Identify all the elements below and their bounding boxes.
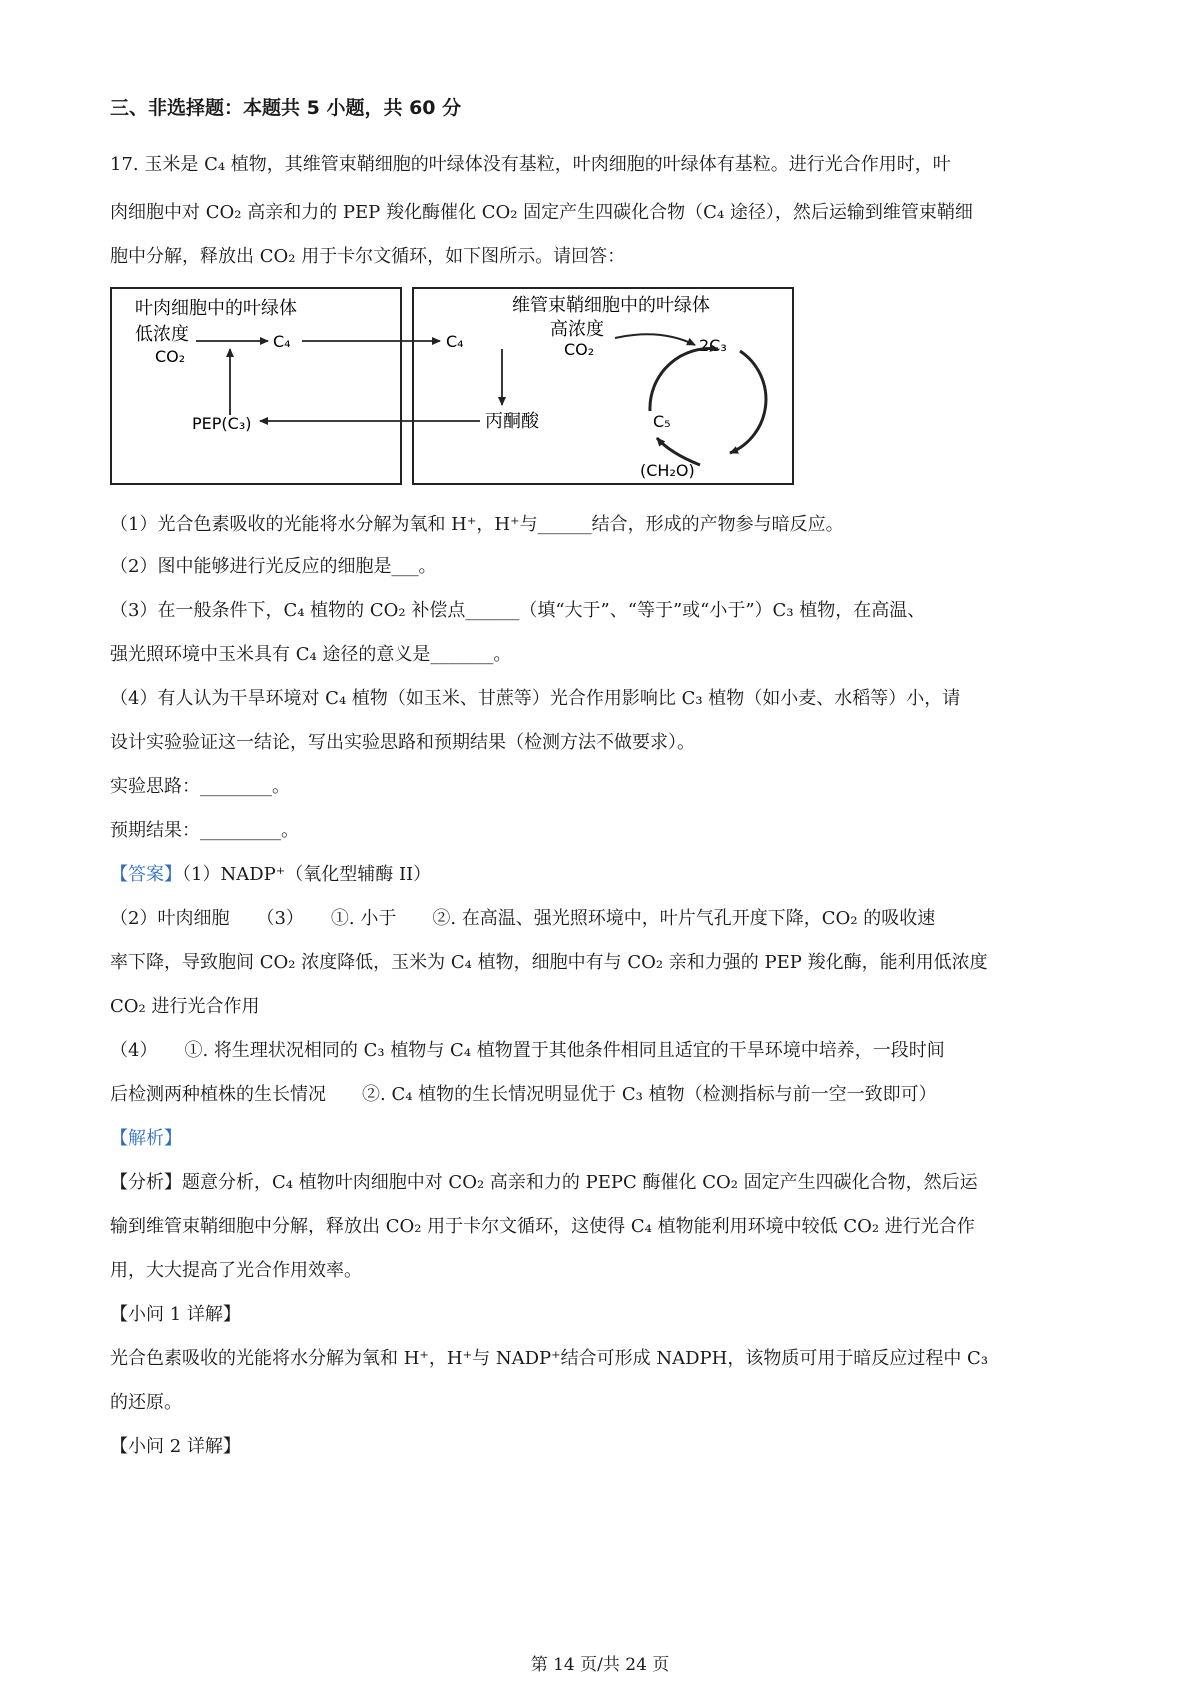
answer-line-3: 率下降，导致胞间 CO₂ 浓度降低，玉米为 C₄ 植物，细胞中有与 CO₂ 亲和力强的 PEP 羧化酶，能利用低浓度 <box>110 952 988 973</box>
pyruvate-label: 丙酮酸 <box>485 411 539 432</box>
subquestion-1: （1）光合色素吸收的光能将水分解为氧和 H⁺，H⁺与______结合，形成的产物参与暗反应。 <box>110 514 844 535</box>
low-co2-label: CO₂ <box>155 347 186 366</box>
detail-1-line-1: 光合色素吸收的光能将水分解为氧和 H⁺，H⁺与 NADP⁺结合可形成 NADPH，该物质可用于暗反应过程中 C₃ <box>110 1348 989 1369</box>
answer-line-1 <box>110 853 1100 897</box>
mesophyll-title: 叶肉细胞中的叶绿体 <box>135 298 297 319</box>
expected-result-line: 预期结果：_________。 <box>110 820 299 841</box>
ch2o-label: (CH₂O) <box>640 461 695 480</box>
c4-pathway-diagram <box>110 283 860 501</box>
page-content <box>110 95 1100 1469</box>
detail-1-title: 【小问 1 详解】 <box>110 1304 241 1325</box>
analysis-line-3: 用，大大提高了光合作用效率。 <box>110 1260 362 1281</box>
page-footer: 第 14 页/共 24 页 <box>530 1655 670 1675</box>
bundle-sheath-box <box>413 288 793 484</box>
analysis-tag-line <box>110 1117 1100 1161</box>
section-title: 三、非选择题：本题共 5 小题，共 60 分 <box>110 97 462 119</box>
right-c4-label: C₄ <box>446 332 464 351</box>
analysis-line-2: 输到维管束鞘细胞中分解，释放出 CO₂ 用于卡尔文循环，这使得 C₄ 植物能利用环境中较低 CO₂ 进行光合作 <box>110 1216 975 1237</box>
question-line-1: 17. 玉米是 C₄ 植物，其维管束鞘细胞的叶绿体没有基粒，叶肉细胞的叶绿体有基粒。进行光合作用时，叶 <box>110 154 951 175</box>
calvin-cycle-arc-right <box>730 351 766 453</box>
pep-label: PEP(C₃) <box>192 414 252 433</box>
high-concentration-label: 高浓度 <box>550 319 604 340</box>
detail-1-line-2: 的还原。 <box>110 1392 182 1413</box>
analysis-line-1: 【分析】题意分析，C₄ 植物叶肉细胞中对 CO₂ 高亲和力的 PEPC 酶催化 CO₂ 固定产生四碳化合物，然后运 <box>110 1172 978 1193</box>
subquestion-3a: （3）在一般条件下，C₄ 植物的 CO₂ 补偿点______（填“大于”、“等于”或“小于”）C₃ 植物，在高温、 <box>110 600 926 621</box>
answer-line-2: （2）叶肉细胞 （3） ①. 小于 ②. 在高温、强光照环境中，叶片气孔开度下降，CO₂ 的吸收速 <box>110 908 936 929</box>
analysis-tag: 【解析】 <box>110 1128 182 1149</box>
experiment-idea-line: 实验思路：________。 <box>110 776 290 797</box>
diagram-svg <box>110 283 860 501</box>
subquestion-4b: 设计实验验证这一结论，写出实验思路和预期结果（检测方法不做要求）。 <box>110 732 695 753</box>
detail-2-title: 【小问 2 详解】 <box>110 1436 241 1457</box>
left-c4-label: C₄ <box>273 332 291 351</box>
co2-to-c3-arrow <box>615 334 695 345</box>
question-line-3: 胞中分解，释放出 CO₂ 用于卡尔文循环，如下图所示。请回答： <box>110 246 626 267</box>
answer-tag: 【答案】 <box>110 864 182 885</box>
subquestion-4a: （4）有人认为干旱环境对 C₄ 植物（如玉米、甘蔗等）光合作用影响比 C₃ 植物（如小麦、水稻等）小，请 <box>110 688 961 709</box>
low-concentration-label: 低浓度 <box>135 324 189 345</box>
c5-label: C₅ <box>653 412 671 431</box>
high-co2-label: CO₂ <box>564 340 595 359</box>
subquestion-3b: 强光照环境中玉米具有 C₄ 途径的意义是_______。 <box>110 644 512 665</box>
bundle-sheath-title: 维管束鞘细胞中的叶绿体 <box>512 295 710 316</box>
answer-line-6: 后检测两种植株的生长情况 ②. C₄ 植物的生长情况明显优于 C₃ 植物（检测指标与前一空一致即可） <box>110 1084 937 1105</box>
subquestion-2: （2）图中能够进行光反应的细胞是___。 <box>110 556 437 577</box>
two-c3-label: 2C₃ <box>699 336 727 355</box>
answer-line-4: CO₂ 进行光合作用 <box>110 996 260 1017</box>
answer-1-text: （1）NADP⁺（氧化型辅酶 II） <box>182 864 432 885</box>
question-line-2: 肉细胞中对 CO₂ 高亲和力的 PEP 羧化酶催化 CO₂ 固定产生四碳化合物（C₄ 途径），然后运输到维管束鞘细 <box>110 202 973 223</box>
c5-to-c3-arc <box>650 348 718 411</box>
answer-line-5: （4） ①. 将生理状况相同的 C₃ 植物与 C₄ 植物置于其他条件相同且适宜的干旱环境中培养，一段时间 <box>110 1040 945 1061</box>
